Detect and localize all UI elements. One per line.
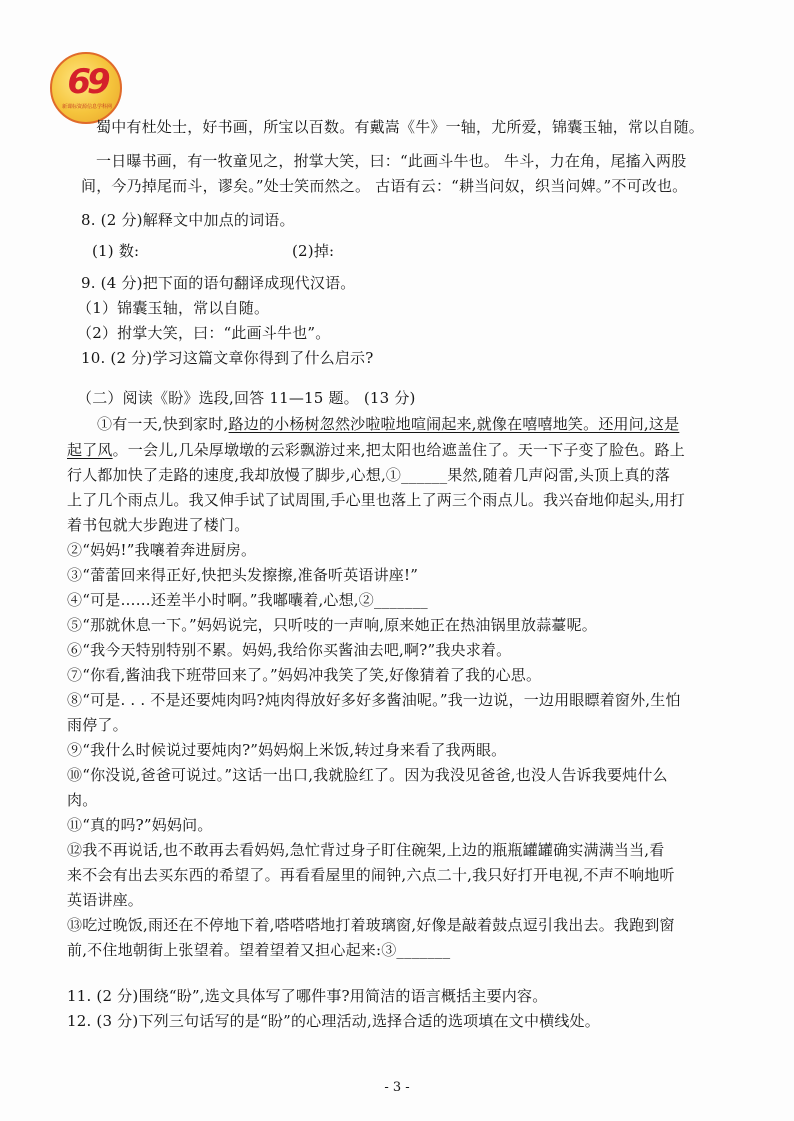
passage-paragraph-2-line-2: 间，今乃掉尾而斗，谬矣。”处士笑而然之。 古语有云：“耕当问奴，织当问婢。”不可改也。 (81, 177, 688, 195)
story-paragraph-13-line-2: 前,不住地朝街上张望着。望着望着又担心起来:③_______ (67, 941, 451, 959)
story-p1-line2-rest: 。一会儿,几朵厚墩墩的云彩飘游过来,把太阳也给遮盖住了。天一下子变了脸色。路上 (112, 441, 685, 459)
story-paragraph-6: ⑥“我今天特别特别不累。妈妈,我给你买酱油去吧,啊?”我央求着。 (67, 641, 512, 659)
story-paragraph-12-line-1: ⑫我不再说话,也不敢再去看妈妈,急忙背过身子盯住碗架,上边的瓶瓶罐罐确实满满当当,看 (67, 841, 665, 859)
story-paragraph-11: ⑪“真的吗?”妈妈问。 (67, 816, 213, 834)
story-p1-lead: ①有一天,快到家时, (97, 415, 229, 433)
story-paragraph-5: ⑤“那就休息一下。”妈妈说完，只听吱的一声响,原来她正在热油锅里放蒜薹呢。 (67, 616, 598, 634)
story-paragraph-2: ②“妈妈!”我嚷着奔进厨房。 (67, 541, 257, 559)
story-paragraph-12-line-3: 英语讲座。 (67, 891, 144, 909)
question-11: 11. (2 分)围绕“盼”,选文具体写了哪件事?用简洁的语言概括主要内容。 (67, 987, 548, 1005)
story-paragraph-10-line-2: 肉。 (67, 791, 98, 809)
story-paragraph-13-line-1: ⑬吃过晚饭,雨还在不停地下着,嗒嗒嗒地打着玻璃窗,好像是敲着鼓点逗引我出去。我跑到窗 (67, 916, 675, 934)
logo-subtitle: 新课标资源信息学科网 (61, 104, 112, 110)
question-8-item-1: (1) 数: (92, 242, 140, 260)
story-p1-underlined-end: 起了风 (67, 441, 113, 459)
story-paragraph-8-line-1: ⑧“可是. . . 不是还要炖肉吗?炖肉得放好多好多酱油呢。”我一边说，一边用眼瞟着窗外,生怕 (67, 691, 681, 709)
question-9-item-1: （1）锦囊玉轴，常以自随。 (77, 299, 270, 317)
story-paragraph-1-line-3: 行人都加快了走路的速度,我却放慢了脚步,心想,①______果然,随着几声闷雷,头顶上真的落 (67, 466, 671, 484)
story-paragraph-3: ③“蕾蕾回来得正好,快把头发擦擦,准备听英语讲座!” (67, 566, 419, 584)
story-paragraph-7: ⑦“你看,酱油我下班带回来了。”妈妈冲我笑了笑,好像猜着了我的心思。 (67, 666, 542, 684)
question-9-item-2: （2）拊掌大笑，曰：“此画斗牛也”。 (77, 324, 331, 342)
story-paragraph-1-line-5: 着书包就大步跑进了楼门。 (67, 516, 250, 534)
question-8: 8. (2 分)解释文中加点的词语。 (81, 211, 295, 229)
passage-paragraph-2-line-1: 一日曝书画，有一牧童见之，拊掌大笑，曰：“此画斗牛也。 牛斗，力在角，尾搐入两股 (96, 152, 687, 170)
story-paragraph-9: ⑨“我什么时候说过要炖肉?”妈妈焖上米饭,转过身来看了我两眼。 (67, 741, 507, 759)
question-12: 12. (3 分)下列三句话写的是“盼”的心理活动,选择合适的选项填在文中横线处。 (67, 1012, 600, 1030)
logo-number: 69 (67, 62, 107, 102)
question-9: 9. (4 分)把下面的语句翻译成现代汉语。 (81, 274, 356, 292)
story-paragraph-4: ④“可是……还差半小时啊。”我嘟囔着,心想,②_______ (67, 591, 428, 609)
story-paragraph-1-line-1 (97, 414, 679, 434)
story-paragraph-1-line-4: 上了几个雨点儿。我又伸手试了试周围,手心里也落上了两三个雨点儿。我兴奋地仰起头,用打 (67, 491, 685, 509)
story-paragraph-10-line-1: ⑩“你没说,爸爸可说过。”这话一出口,我就脸红了。因为我没见爸爸,也没人告诉我要炖什么 (67, 766, 668, 784)
story-paragraph-12-line-2: 来不会有出去买东西的希望了。再看看屋里的闹钟,六点二十,我只好打开电视,不声不响地听 (67, 866, 675, 884)
story-p1-underlined: 路边的小杨树忽然沙啦啦地喧闹起来,就像在嘻嘻地笑。还用问,这是 (228, 415, 680, 433)
story-paragraph-1-line-2 (67, 440, 685, 460)
section-2-heading: （二）阅读《盼》选段,回答 11—15 题。 (13 分) (77, 389, 416, 407)
question-8-item-2: (2)掉: (292, 242, 335, 260)
story-paragraph-8-line-2: 雨停了。 (67, 716, 128, 734)
question-10: 10. (2 分)学习这篇文章你得到了什么启示? (81, 349, 374, 367)
school-logo (50, 52, 122, 124)
passage-paragraph-1: 蜀中有杜处士，好书画，所宝以百数。有戴嵩《牛》一轴，尤所爱，锦囊玉轴，常以自随。 (96, 118, 705, 136)
page-number: - 3 - (384, 1080, 410, 1095)
